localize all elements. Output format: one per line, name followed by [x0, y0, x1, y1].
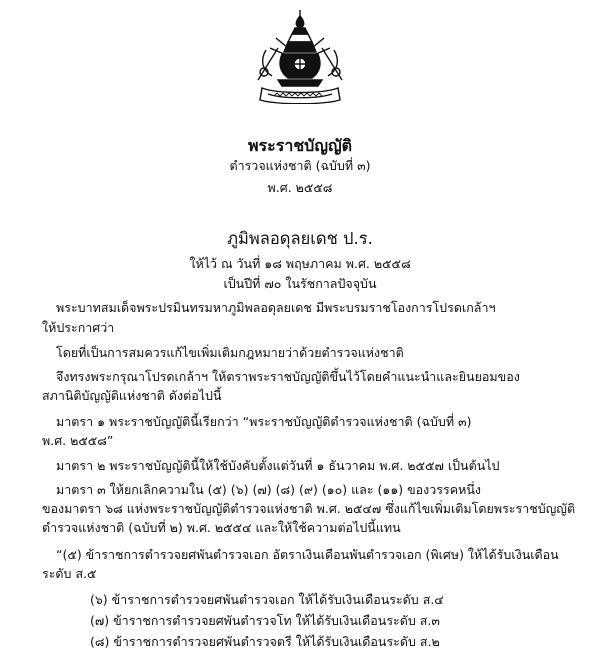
enactment-line-1: จึงทรงพระกรุณาโปรดเกล้าฯ ให้ตราพระราชบัญญัติขึ้นไว้โดยคำแนะนำและยินยอมของ [56, 369, 520, 384]
preamble-line-2: ให้ประกาศว่า [42, 320, 115, 335]
section-3-line-1: มาตรา ๓ ให้ยกเลิกความใน (๕) (๖) (๗) (๘) (๙) (๑๐) และ (๑๑) ของวรรคหนึ่ง [56, 482, 481, 497]
reason-paragraph: โดยที่เป็นการสมควรแก้ไขเพิ่มเติมกฎหมายว่าด้วยตำรวจแห่งชาติ [56, 345, 404, 360]
clause-5-line-2: ระดับ ส.๕ [42, 566, 97, 581]
clause-7: (๗) ข้าราชการตำรวจยศพันตำรวจโท ให้ได้รับเงินเดือนระดับ ส.๓ [90, 613, 440, 628]
preamble-line-1: พระบาทสมเด็จพระปรมินทรมหาภูมิพลอดุลยเดช มีพระบรมราชโองการโปรดเกล้าฯ [56, 300, 496, 315]
section-3-line-3: ตำรวจแห่งชาติ (ฉบับที่ ๒) พ.ศ. ๒๕๕๔ และให้ใช้ความต่อไปนี้แทน [42, 520, 401, 535]
clause-6: (๖) ข้าราชการตำรวจยศพันตำรวจเอก ให้ได้รับเงินเดือนระดับ ส.๔ [90, 592, 444, 607]
clause-5-line-1: “(๕) ข้าราชการตำรวจยศพันตำรวจเอก อัตราเงินเดือนพันตำรวจเอก (พิเศษ) ให้ได้รับเงินเดือน [56, 547, 559, 562]
reign-year: เป็นปีที่ ๗๐ ในรัชกาลปัจจุบัน [223, 276, 377, 291]
royal-crown-garuda-emblem-icon [248, 8, 352, 104]
act-title: พระราชบัญญัติ [248, 136, 352, 155]
act-subtitle: ตำรวจแห่งชาติ (ฉบับที่ ๓) [229, 158, 371, 173]
section-3-line-2: ของมาตรา ๖๘ แห่งพระราชบัญญัติตำรวจแห่งชาติ พ.ศ. ๒๕๔๗ ซึ่งแก้ไขเพิ่มเติมโดยพระราชบัญญัติ [42, 501, 576, 516]
given-date: ให้ไว้ ณ วันที่ ๑๘ พฤษภาคม พ.ศ. ๒๕๕๘ [189, 256, 411, 271]
section-1-line-1: มาตรา ๑ พระราชบัญญัตินี้เรียกว่า “พระราชบัญญัติตำรวจแห่งชาติ (ฉบับที่ ๓) [56, 414, 472, 429]
enactment-line-2: สภานิติบัญญัติแห่งชาติ ดังต่อไปนี้ [42, 388, 222, 403]
act-year: พ.ศ. ๒๕๕๘ [267, 180, 333, 195]
king-name: ภูมิพลอดุลยเดช ป.ร. [227, 229, 373, 248]
clause-8: (๘) ข้าราชการตำรวจยศพันตำรวจตรี ให้ได้รับเงินเดือนระดับ ส.๒ [90, 634, 440, 649]
section-2: มาตรา ๒ พระราชบัญญัตินี้ให้ใช้บังคับตั้งแต่วันที่ ๑ ธันวาคม พ.ศ. ๒๕๕๗ เป็นต้นไป [56, 458, 500, 473]
section-1-line-2: พ.ศ. ๒๕๕๘” [42, 433, 114, 448]
